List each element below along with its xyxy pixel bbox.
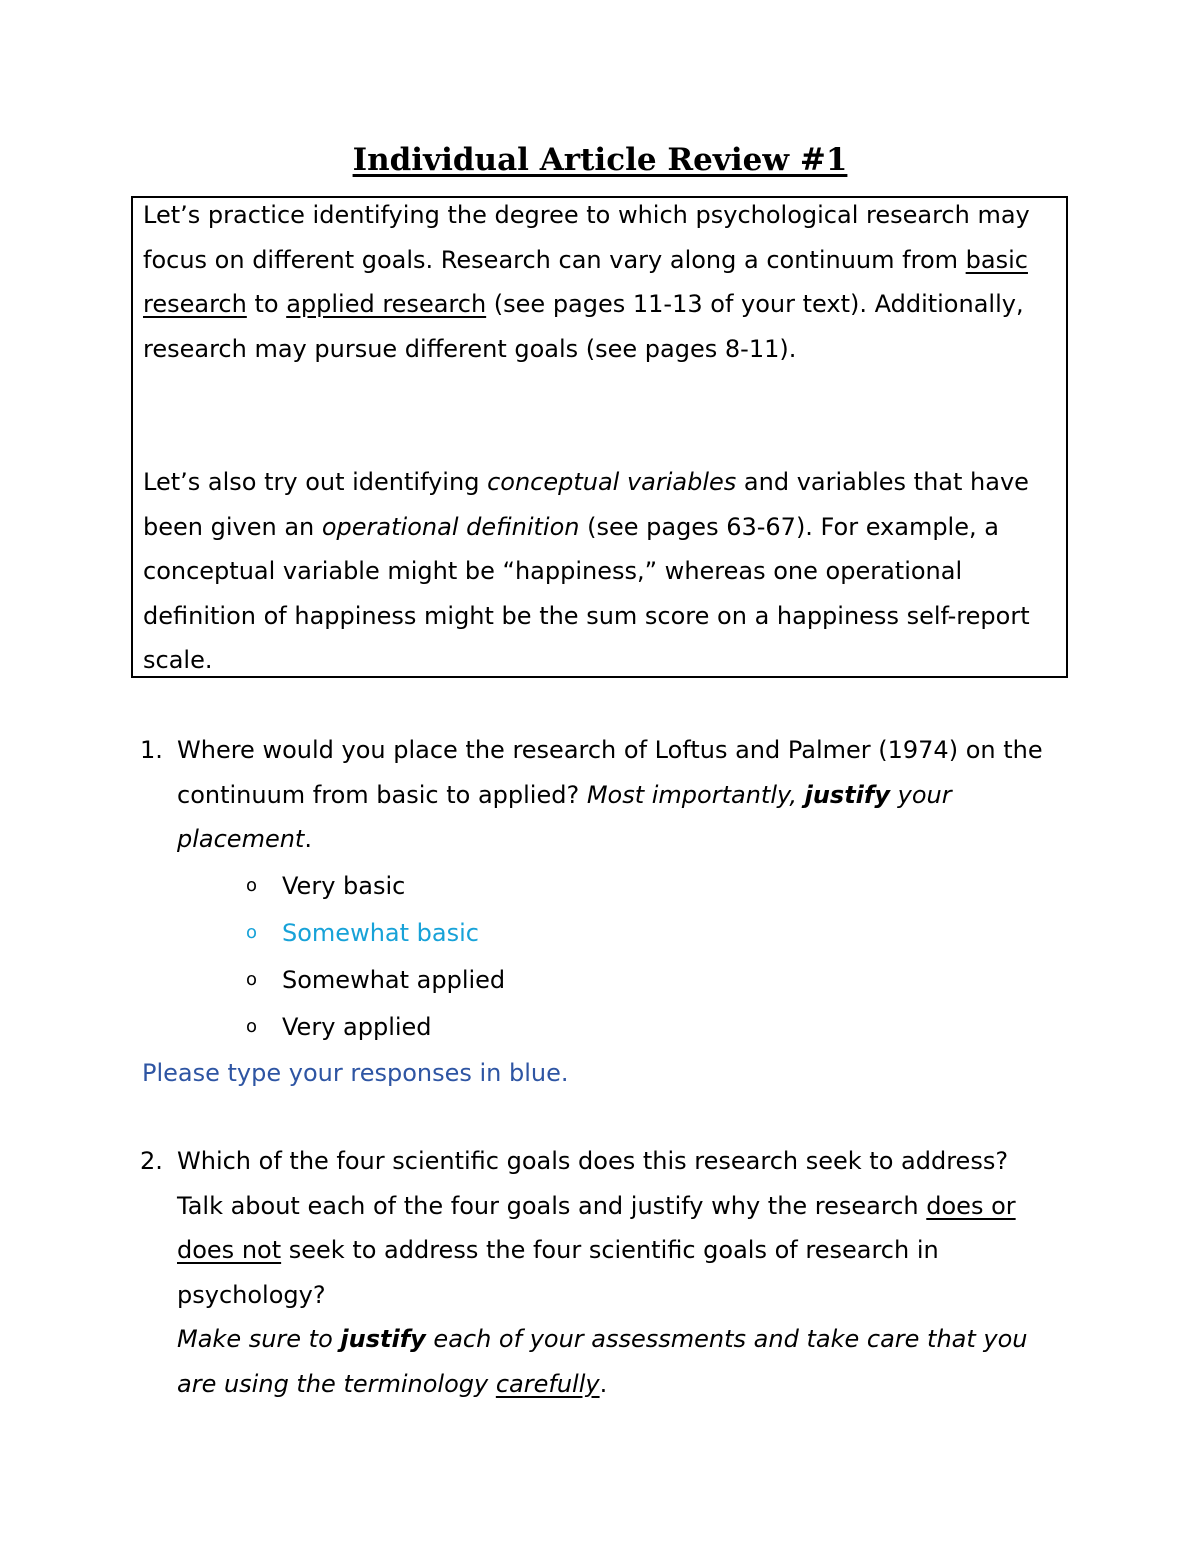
applied-research-term: applied research — [286, 290, 487, 318]
intro-paragraph-goals — [143, 193, 1053, 371]
option-very-applied[interactable] — [246, 1005, 505, 1052]
option-very-basic[interactable] — [246, 864, 505, 911]
option-somewhat-basic[interactable] — [246, 911, 505, 958]
response-instruction: Please type your responses in blue. — [142, 1059, 569, 1087]
question-prompt: Which of the four scientific goals does this research seek to address? Talk about each of the four goals and justify why the research — [177, 1147, 1009, 1220]
question-prompt: Where would you place the research of Loftus and Palmer (1974) on the continuum from basic to applied? — [177, 736, 1043, 809]
intro-text: (see pages 11-13 of your text). Additionally, research may pursue different goals (see pages 8-11). — [143, 290, 1024, 363]
option-label: Somewhat applied — [282, 966, 506, 994]
intro-text: to — [246, 290, 287, 318]
question-text — [177, 728, 1045, 862]
carefully-emphasis: carefully — [495, 1369, 600, 1398]
question-1 — [140, 728, 1045, 862]
circle-bullet-icon: o — [246, 922, 258, 943]
question-prompt: seek to address the four scientific goals of research in psychology? — [177, 1236, 939, 1309]
question-emphasis: your placement — [177, 780, 952, 853]
intro-text: and variables that have been given an — [143, 468, 1029, 541]
intro-paragraph-variables — [143, 460, 1053, 683]
placement-options — [246, 864, 505, 1052]
circle-bullet-icon: o — [246, 1016, 258, 1037]
question-text — [177, 1139, 1045, 1406]
circle-bullet-icon: o — [246, 969, 258, 990]
question-2 — [140, 1139, 1045, 1406]
option-somewhat-applied[interactable] — [246, 958, 505, 1005]
operational-definition-term: operational definition — [321, 512, 580, 541]
basic-research-term: basic research — [143, 245, 1028, 318]
intro-box — [131, 196, 1068, 678]
justify-emphasis: justify — [804, 780, 890, 809]
option-label: Somewhat basic — [282, 919, 479, 947]
intro-text: Let’s also try out identifying — [143, 468, 488, 496]
does-or-does-not-term: does or does not — [177, 1191, 1016, 1264]
justify-emphasis: justify — [340, 1325, 426, 1353]
question-emphasis: Make sure to — [177, 1325, 341, 1353]
question-number: 1. — [140, 736, 163, 764]
question-period: . — [599, 1369, 608, 1398]
intro-text: (see pages 63-67). For example, a conceptual variable might be “happiness,” whereas one operational definition of happiness might be the sum score on a happiness self-report scale. — [143, 512, 1030, 674]
conceptual-variables-term: conceptual variables — [487, 468, 737, 496]
option-label: Very applied — [282, 1013, 432, 1041]
question-emphasis: each of your assessments and take care that you are using the terminology — [177, 1325, 1028, 1398]
question-period: . — [304, 825, 312, 853]
option-label: Very basic — [282, 872, 406, 900]
circle-bullet-icon: o — [246, 875, 258, 896]
page-title: Individual Article Review #1 — [352, 142, 848, 178]
question-emphasis: Most importantly, — [586, 780, 805, 809]
question-number: 2. — [140, 1147, 163, 1175]
intro-text: Let’s practice identifying the degree to which psychological research may focus on different goals. Research can vary along a continuum from — [143, 201, 1030, 274]
